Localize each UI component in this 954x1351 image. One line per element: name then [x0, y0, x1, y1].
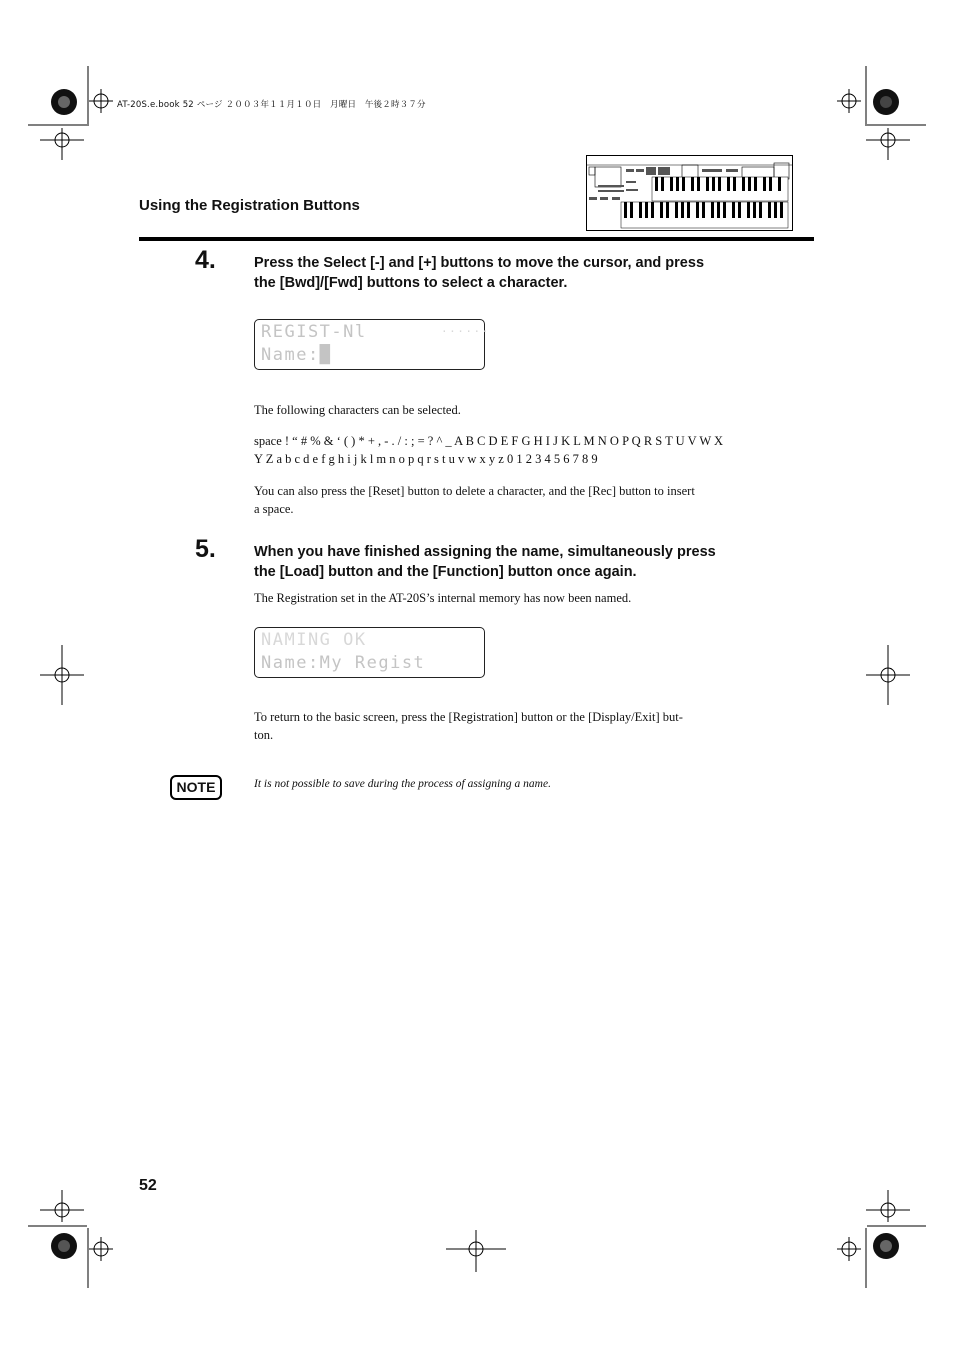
chars-list-line2: Y Z a b c d e f g h i j k l m n o p q r s t u v w x y z 0 1 2 3 4 5 6 7 8 9 — [254, 452, 598, 466]
lcd-display-naming — [254, 319, 490, 370]
lcd-line-1: REGIST-Nl — [261, 322, 367, 342]
step-5-instruction-line2: the [Load] button and the [Function] button once again. — [254, 564, 637, 580]
step-5-result-text: The Registration set in the AT-20S’s internal memory has now been named. — [254, 591, 632, 605]
note-badge: NOTE — [170, 775, 222, 800]
step-4-instruction-line2: the [Bwd]/[Fwd] buttons to select a character. — [254, 275, 568, 291]
selectable-chars-intro: The following characters can be selected. — [254, 403, 461, 417]
lcd-line-1: NAMING OK — [261, 630, 367, 650]
step-5-instruction-line1: When you have finished assigning the name, simultaneously press — [254, 544, 716, 560]
return-line2: ton. — [254, 728, 274, 742]
reset-rec-line1: You can also press the [Reset] button to delete a character, and the [Rec] button to insert — [254, 484, 695, 498]
section-rule — [139, 237, 814, 241]
step-5-instruction — [254, 542, 774, 582]
organ-panel-illustration — [586, 155, 793, 231]
chars-list-line1: space ! “ # % & ‘ ( ) * + , - . / : ; = ? ^ _ A B C D E F G H I J K L M N O P Q R S T U V W X — [254, 434, 724, 448]
lcd-line-2: Name:My Regist — [261, 653, 426, 673]
lcd-display-named — [254, 627, 485, 678]
step-number-4: 4. — [195, 246, 216, 274]
return-instructions — [254, 708, 759, 744]
step-number-5: 5. — [195, 535, 216, 563]
lcd-line-2: Name:█ — [261, 345, 332, 365]
selectable-chars-list — [254, 432, 759, 468]
page-number: 52 — [139, 1177, 157, 1194]
section-title: Using the Registration Buttons — [139, 197, 360, 214]
step-4-instruction-line1: Press the Select [-] and [+] buttons to move the cursor, and press — [254, 255, 705, 271]
print-header-file-info: AT-20S.e.book 52 ページ ２００３年１１月１０日 月曜日 午後２時３７分 — [117, 100, 426, 110]
step-4-instruction — [254, 253, 774, 293]
reset-rec-line2: a space. — [254, 502, 294, 516]
return-line1: To return to the basic screen, press the [Registration] button or the [Display/Exit] but- — [254, 710, 683, 724]
note-text: It is not possible to save during the process of assigning a name. — [254, 778, 551, 790]
reset-rec-paragraph — [254, 482, 759, 518]
lcd-line-1-dots: ...... — [441, 322, 490, 335]
